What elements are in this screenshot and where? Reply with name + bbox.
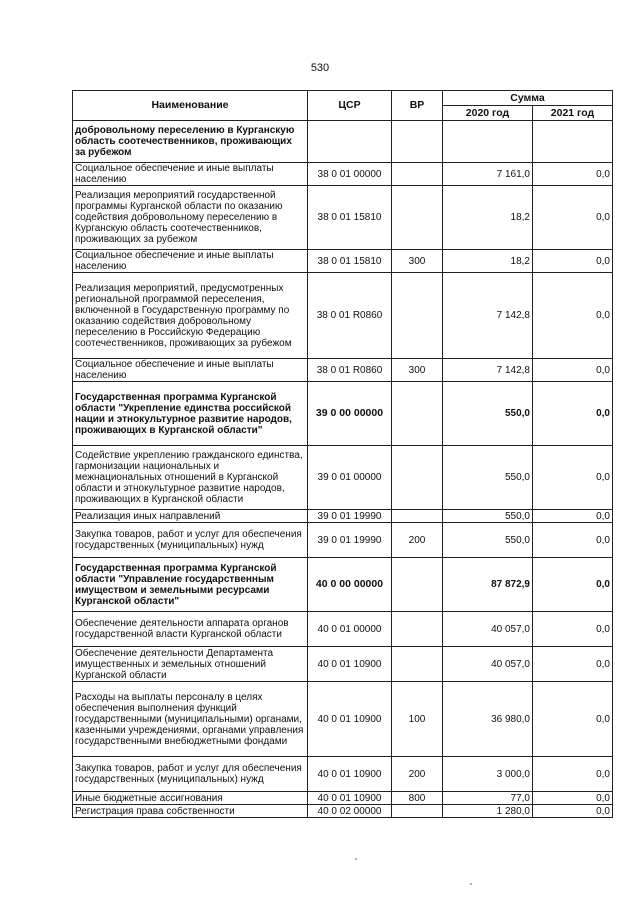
row-name: Регистрация права собственности (73, 805, 308, 818)
row-csr (308, 121, 392, 163)
row-vr: 200 (392, 757, 443, 792)
header-name: Наименование (73, 91, 308, 121)
table-row (73, 558, 613, 612)
row-name: Государственная программа Курганской области "Управление государственным имуществом и земельными ресурсами Курганской области" (73, 558, 308, 612)
row-sum-2021: 0,0 (533, 757, 613, 792)
row-name: Содействие укреплению гражданского единства, гармонизации национальных и межнациональных отношений в Курганской области и этнокультурное развитие народов, проживающих в Курганской области (73, 446, 308, 510)
row-sum-2021: 0,0 (533, 682, 613, 757)
row-vr (392, 612, 443, 647)
row-sum-2021: 0,0 (533, 792, 613, 805)
header-sum: Сумма (443, 91, 613, 106)
row-sum-2020 (443, 121, 533, 163)
row-vr: 800 (392, 792, 443, 805)
scan-speck (355, 858, 357, 860)
scan-speck (470, 883, 472, 885)
header-year-2020: 2020 год (443, 106, 533, 121)
header-vr: ВР (392, 91, 443, 121)
row-sum-2021: 0,0 (533, 558, 613, 612)
table-row (73, 186, 613, 250)
row-sum-2021 (533, 121, 613, 163)
table-row (73, 250, 613, 273)
row-vr: 300 (392, 250, 443, 273)
row-sum-2020: 18,2 (443, 250, 533, 273)
row-sum-2020: 18,2 (443, 186, 533, 250)
row-sum-2020: 77,0 (443, 792, 533, 805)
row-csr: 38 0 01 R0860 (308, 273, 392, 359)
row-csr: 38 0 01 15810 (308, 250, 392, 273)
page-number: 530 (310, 62, 330, 74)
row-name: добровольному переселению в Курганскую область соотечественников, проживающих за рубежом (73, 121, 308, 163)
table-row (73, 121, 613, 163)
row-sum-2021: 0,0 (533, 612, 613, 647)
row-sum-2020: 550,0 (443, 510, 533, 523)
row-csr: 40 0 02 00000 (308, 805, 392, 818)
row-csr: 39 0 01 00000 (308, 446, 392, 510)
row-sum-2020: 40 057,0 (443, 612, 533, 647)
row-vr: 100 (392, 682, 443, 757)
row-sum-2020: 1 280,0 (443, 805, 533, 818)
row-csr: 40 0 01 10900 (308, 647, 392, 682)
row-sum-2020: 550,0 (443, 382, 533, 446)
row-csr: 40 0 01 10900 (308, 682, 392, 757)
row-sum-2021: 0,0 (533, 382, 613, 446)
row-vr (392, 382, 443, 446)
table-row (73, 805, 613, 818)
row-vr (392, 186, 443, 250)
row-sum-2021: 0,0 (533, 359, 613, 382)
row-name: Иные бюджетные ассигнования (73, 792, 308, 805)
row-name: Закупка товаров, работ и услуг для обеспечения государственных (муниципальных) нужд (73, 757, 308, 792)
row-csr: 39 0 01 19990 (308, 510, 392, 523)
row-sum-2021: 0,0 (533, 250, 613, 273)
row-sum-2020: 550,0 (443, 446, 533, 510)
row-csr: 40 0 01 00000 (308, 612, 392, 647)
row-name: Расходы на выплаты персоналу в целях обеспечения выполнения функций государственными (муниципальными) органами, казенными учреждениями, органами управления государственными внебюджетными фондами (73, 682, 308, 757)
row-sum-2021: 0,0 (533, 186, 613, 250)
table-body (73, 121, 613, 818)
table-header (73, 91, 613, 121)
row-sum-2020: 40 057,0 (443, 647, 533, 682)
row-vr: 200 (392, 523, 443, 558)
table-row (73, 382, 613, 446)
row-sum-2020: 87 872,9 (443, 558, 533, 612)
table-row (73, 163, 613, 186)
table-row (73, 647, 613, 682)
header-year-2021: 2021 год (533, 106, 613, 121)
row-csr: 38 0 01 00000 (308, 163, 392, 186)
row-sum-2021: 0,0 (533, 446, 613, 510)
row-csr: 38 0 01 15810 (308, 186, 392, 250)
row-vr (392, 805, 443, 818)
row-name: Социальное обеспечение и иные выплаты населению (73, 250, 308, 273)
row-sum-2021: 0,0 (533, 805, 613, 818)
row-vr (392, 121, 443, 163)
row-sum-2021: 0,0 (533, 523, 613, 558)
table-row (73, 682, 613, 757)
row-vr (392, 273, 443, 359)
row-name: Государственная программа Курганской области "Укрепление единства российской нации и этнокультурное развитие народов, проживающих в Курганской области" (73, 382, 308, 446)
table-row (73, 446, 613, 510)
row-sum-2021: 0,0 (533, 510, 613, 523)
row-sum-2020: 550,0 (443, 523, 533, 558)
row-name: Реализация мероприятий, предусмотренных региональной программой переселения, включенной в Государственную программу по оказанию содействия добровольному переселению в Российскую Федерацию соотечественников, проживающих за рубежом (73, 273, 308, 359)
row-name: Закупка товаров, работ и услуг для обеспечения государственных (муниципальных) нужд (73, 523, 308, 558)
row-name: Социальное обеспечение и иные выплаты населению (73, 359, 308, 382)
row-vr (392, 163, 443, 186)
row-csr: 40 0 01 10900 (308, 757, 392, 792)
row-vr (392, 446, 443, 510)
table-row (73, 510, 613, 523)
table-row (73, 612, 613, 647)
row-name: Реализация иных направлений (73, 510, 308, 523)
row-name: Социальное обеспечение и иные выплаты населению (73, 163, 308, 186)
row-csr: 39 0 01 19990 (308, 523, 392, 558)
table-row (73, 792, 613, 805)
row-name: Обеспечение деятельности Департамента имущественных и земельных отношений Курганской области (73, 647, 308, 682)
row-vr (392, 510, 443, 523)
header-csr: ЦСР (308, 91, 392, 121)
row-vr: 300 (392, 359, 443, 382)
row-vr (392, 647, 443, 682)
table-row (73, 273, 613, 359)
row-sum-2021: 0,0 (533, 273, 613, 359)
row-name: Обеспечение деятельности аппарата органов государственной власти Курганской области (73, 612, 308, 647)
table-row (73, 757, 613, 792)
row-vr (392, 558, 443, 612)
row-name: Реализация мероприятий государственной программы Курганской области по оказанию содействия добровольному переселению в Курганскую область соотечественников, проживающих за рубежом (73, 186, 308, 250)
row-sum-2020: 7 161,0 (443, 163, 533, 186)
row-csr: 39 0 00 00000 (308, 382, 392, 446)
row-csr: 38 0 01 R0860 (308, 359, 392, 382)
row-sum-2020: 7 142,8 (443, 273, 533, 359)
table-row (73, 523, 613, 558)
row-csr: 40 0 00 00000 (308, 558, 392, 612)
row-sum-2020: 36 980,0 (443, 682, 533, 757)
table-row (73, 359, 613, 382)
row-csr: 40 0 01 10900 (308, 792, 392, 805)
row-sum-2020: 7 142,8 (443, 359, 533, 382)
row-sum-2021: 0,0 (533, 163, 613, 186)
budget-table (72, 90, 613, 818)
row-sum-2021: 0,0 (533, 647, 613, 682)
row-sum-2020: 3 000,0 (443, 757, 533, 792)
